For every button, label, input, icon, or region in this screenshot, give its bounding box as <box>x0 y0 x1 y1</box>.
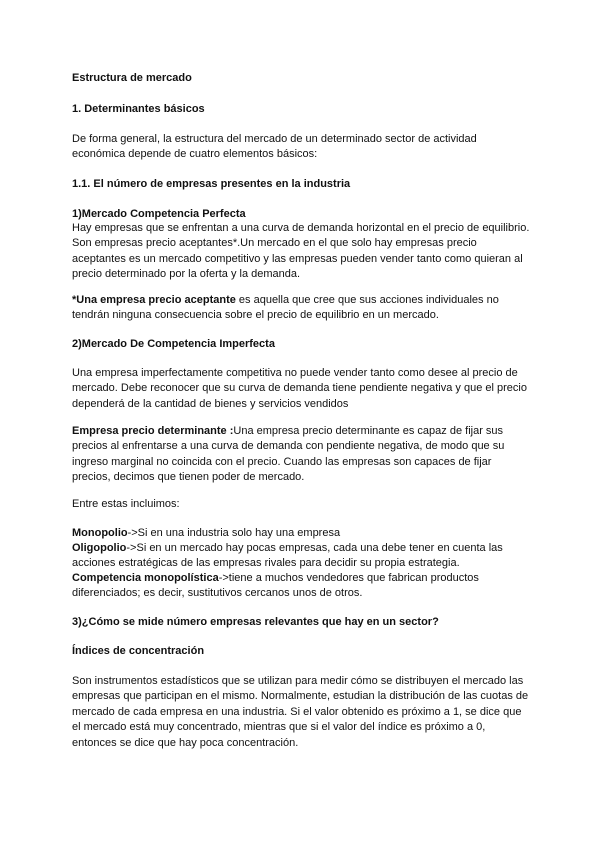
oligopolio-text: ->Si en un mercado hay pocas empresas, cada una debe tener en cuenta las acciones estratégicas de las empresas rivales para decidir su propia estrategia. <box>72 542 503 570</box>
paragraph-indices-concentracion: Son instrumentos estadísticos que se utilizan para medir cómo se distribuyen el mercado las empresas que participan en el mismo. Normalmente, estudian la distribución de las cuotas de mercado de cada empresa en una industria. Si el valor obtenido es próximo a 1, se dice que el mercado está muy concentrado, mientras que si el valor del índice es próximo a 0, entonces se dice que hay poca concentración. <box>72 675 529 749</box>
section-heading-determinantes: 1. Determinantes básicos <box>72 103 205 115</box>
note-term: *Una empresa precio aceptante <box>72 294 236 306</box>
monopolio-text: ->Si en una industria solo hay una empresa <box>127 527 341 539</box>
oligopolio-term: Oligopolio <box>72 542 127 554</box>
document-title: Estructura de mercado <box>72 72 192 84</box>
heading-como-se-mide: 3)¿Cómo se mide número empresas relevantes que hay en un sector? <box>72 616 439 628</box>
includes-line: Entre estas incluimos: <box>72 498 180 510</box>
note-text: es aquella que cree que sus acciones individuales no tendrán ninguna consecuencia sobre el precio de equilibrio en un mercado. <box>72 294 499 322</box>
precio-determinante-term: Empresa precio determinante : <box>72 425 234 437</box>
precio-determinante-text: Una empresa precio determinante es capaz de fijar sus precios al enfrentarse a una curva de demanda con pendiente negativa, de modo que su ingreso marginal no coincida con el precio. Cuando las empresas son capaces de fijar precios, decimos que tienen poder de mercado. <box>72 425 505 484</box>
competencia-monopolistica-text: ->tiene a muchos vendedores que fabrican productos diferenciados; es decir, sustitutivos cercanos unos de otros. <box>72 572 479 600</box>
intro-paragraph: De forma general, la estructura del mercado de un determinado sector de actividad económica depende de cuatro elementos básicos: <box>72 133 477 161</box>
heading-indices-concentracion: Índices de concentración <box>72 645 205 657</box>
paragraph-competencia-perfecta: Hay empresas que se enfrentan a una curva de demanda horizontal en el precio de equilibrio. Son empresas precio aceptantes*.Un mercado en el que solo hay empresas precio aceptantes es un mercado competitivo y las empresas pueden vender tanto como quieran al precio determinado por la oferta y la demanda. <box>72 222 530 281</box>
market-type-oligopolio <box>72 541 532 572</box>
note-precio-aceptante <box>72 293 532 324</box>
heading-competencia-perfecta: 1)Mercado Competencia Perfecta <box>72 208 246 220</box>
competencia-monopolistica-term: Competencia monopolística <box>72 572 219 584</box>
paragraph-precio-determinante <box>72 424 532 486</box>
monopolio-term: Monopolio <box>72 527 128 539</box>
paragraph-competencia-imperfecta: Una empresa imperfectamente competitiva no puede vender tanto como desee al precio de mercado. Debe reconocer que su curva de demanda tiene pendiente negativa y que el precio dependerá de la cantidad de bienes y servicios vendidos <box>72 367 527 410</box>
heading-competencia-imperfecta: 2)Mercado De Competencia Imperfecta <box>72 338 275 350</box>
market-type-monopolio <box>72 526 532 541</box>
market-type-competencia-monopolistica <box>72 571 532 602</box>
subsection-heading-numero-empresas: 1.1. El número de empresas presentes en la industria <box>72 178 351 190</box>
